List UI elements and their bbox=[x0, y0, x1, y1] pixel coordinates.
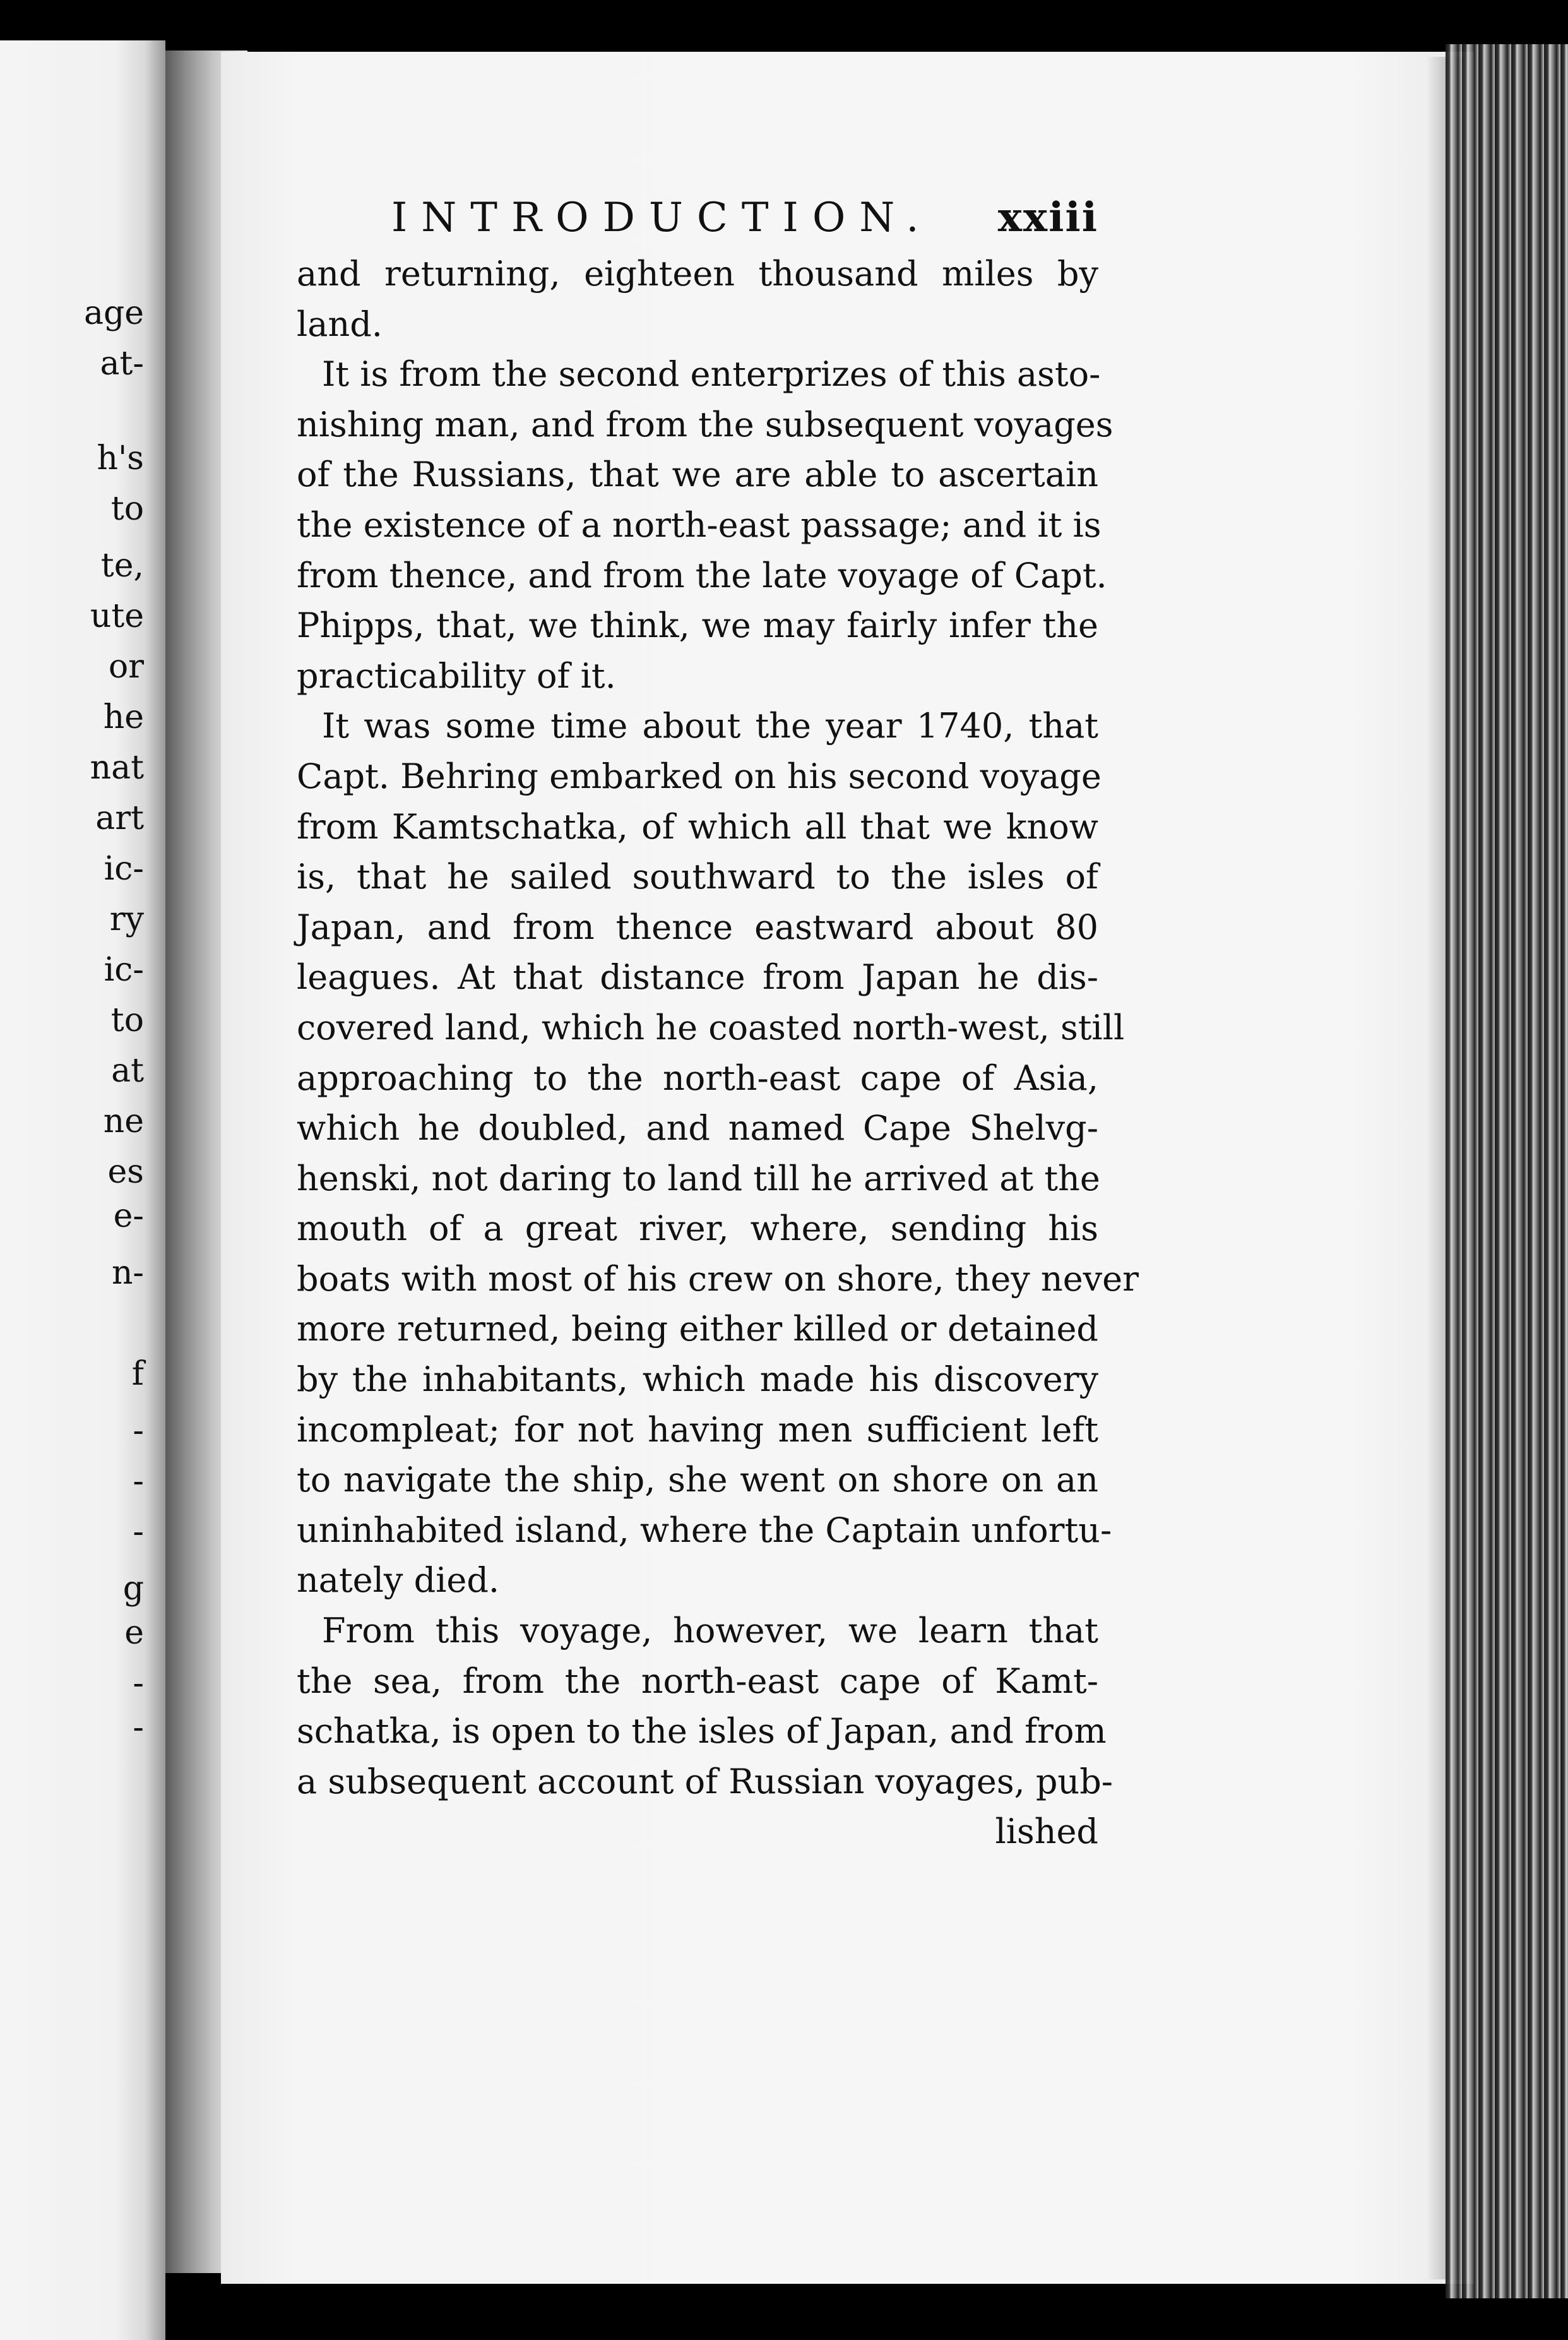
text-line: the existence of a north-east passage; and it is bbox=[297, 504, 1102, 545]
left-page-fragment: e bbox=[124, 1614, 144, 1652]
text-line: to navigate the ship, she went on shore on an bbox=[297, 1460, 1098, 1500]
left-page-fragment: - bbox=[133, 1462, 144, 1500]
text-line: incompleat; for not having men sufficient left bbox=[297, 1409, 1098, 1450]
text-line: by the inhabitants, which made his discovery bbox=[297, 1359, 1098, 1400]
text-line: boats with most of his crew on shore, they never bbox=[297, 1258, 1139, 1299]
left-page-fragment: or bbox=[108, 648, 144, 686]
page-text-block bbox=[297, 189, 1139, 1857]
left-page-fragment: es bbox=[107, 1153, 144, 1191]
text-line: approaching to the north-east cape of Asia, bbox=[297, 1058, 1098, 1098]
text-line: land. bbox=[297, 304, 383, 344]
left-page-fragment: art bbox=[95, 799, 144, 837]
left-page-fragment: f bbox=[131, 1355, 144, 1393]
running-head bbox=[297, 189, 1098, 246]
left-page-fragment: - bbox=[133, 1664, 144, 1702]
left-page-fragment: h's bbox=[97, 439, 144, 477]
left-page-fragment: n- bbox=[111, 1254, 144, 1292]
left-page-fragment: ute bbox=[90, 597, 144, 635]
left-page-fragment: - bbox=[133, 1709, 144, 1746]
left-page-fragment: ry bbox=[109, 900, 144, 938]
left-page-fragment: ic- bbox=[104, 951, 144, 989]
text-line: From this voyage, however, we learn that bbox=[322, 1611, 1098, 1651]
text-line: Capt. Behring embarked on his second voyage bbox=[297, 756, 1102, 796]
left-page-fragment: ic- bbox=[104, 850, 144, 888]
left-page-fragment: he bbox=[103, 698, 144, 736]
left-page-fragment: to bbox=[110, 1001, 144, 1039]
text-line: practicability of it. bbox=[297, 655, 616, 696]
left-page-fragment: e- bbox=[113, 1197, 144, 1235]
left-page-fragment: g bbox=[122, 1570, 144, 1608]
text-line: schatka, is open to the isles of Japan, and from bbox=[297, 1711, 1107, 1752]
left-page-fragment: ne bbox=[103, 1102, 144, 1140]
text-line: nishing man, and from the subsequent voyages bbox=[297, 404, 1114, 445]
left-page-fragment: age bbox=[83, 294, 144, 332]
book-page-edges bbox=[1446, 44, 1568, 2298]
text-line: the sea, from the north-east cape of Kamt- bbox=[297, 1661, 1098, 1701]
text-line: from Kamtschatka, of which all that we know bbox=[297, 806, 1098, 847]
body-text bbox=[297, 249, 1139, 1857]
text-line: more returned, being either killed or detained bbox=[297, 1309, 1098, 1349]
text-line: covered land, which he coasted north-west, still bbox=[297, 1007, 1125, 1048]
left-page-fragment: - bbox=[133, 1412, 144, 1450]
left-page-fragment: te, bbox=[100, 547, 144, 585]
text-line: lished bbox=[995, 1812, 1098, 1852]
running-head-title: INTRODUCTION. bbox=[391, 194, 933, 241]
text-line: is, that he sailed southward to the isles of bbox=[297, 857, 1098, 897]
text-line: leagues. At that distance from Japan he dis- bbox=[297, 957, 1098, 998]
text-line: which he doubled, and named Cape Shelvg- bbox=[297, 1108, 1098, 1149]
page-number: xxiii bbox=[997, 194, 1098, 241]
text-line: It was some time about the year 1740, that bbox=[322, 706, 1098, 746]
text-line: henski, not daring to land till he arrived at the bbox=[297, 1158, 1100, 1198]
text-line: of the Russians, that we are able to ascertain bbox=[297, 455, 1098, 495]
text-line: a subsequent account of Russian voyages, pub- bbox=[297, 1761, 1114, 1801]
left-facing-page bbox=[0, 40, 165, 2340]
left-page-fragment: - bbox=[133, 1513, 144, 1551]
text-line: mouth of a great river, where, sending his bbox=[297, 1209, 1098, 1249]
text-line: nately died. bbox=[297, 1560, 500, 1601]
text-line: Japan, and from thence eastward about 80 bbox=[297, 907, 1098, 947]
text-line: Phipps, that, we think, we may fairly infer the bbox=[297, 606, 1098, 646]
left-page-fragment: to bbox=[110, 490, 144, 528]
left-page-fragment: at bbox=[111, 1052, 144, 1090]
text-line: from thence, and from the late voyage of Capt. bbox=[297, 555, 1107, 595]
left-page-text-fragments bbox=[0, 40, 151, 2340]
left-page-fragment: at- bbox=[100, 345, 144, 383]
text-line: It is from the second enterprizes of this asto- bbox=[322, 354, 1101, 395]
left-page-fragment: nat bbox=[90, 749, 144, 787]
text-line: and returning, eighteen thousand miles by bbox=[297, 254, 1098, 294]
text-line: uninhabited island, where the Captain unfortu- bbox=[297, 1510, 1112, 1550]
